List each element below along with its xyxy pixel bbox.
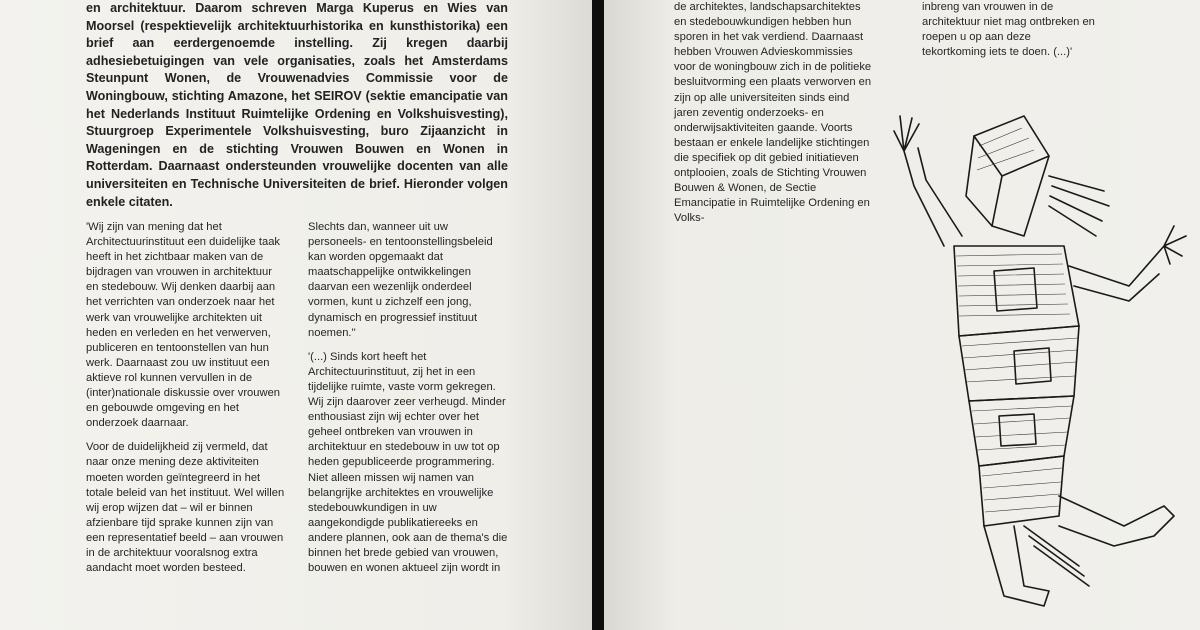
book-gutter	[592, 0, 604, 630]
quote-paragraph: Slechts dan, wanneer uit uw personeels- en tentoonstellingsbeleid kan worden opgemaakt dat maatschappelijke ontwikkelingen daarvan een wezenlijk onderdeel vormen, kunt u zichzelf een jong, dynamisch en progressief instituut noemen.''	[308, 221, 493, 339]
quote-paragraph: 'Wij zijn van mening dat het Architectuurinstituut een duidelijke taak heeft in het zichtbaar maken van de bijdragen van vrouwen in architektuur en stedebouw. Wij denken daarbij aan het verrichten van onderzoek naar het werk van vrouwelijke architekten uit heden en verleden en het verwerven, publiceren en tentoonstellen van hun werk. Daarnaast zou uw instituut een aktieve rol kunnen vervullen in de (inter)nationale diskussie over vrouwen en gebouwde omgeving en het onderzoek daarnaar.	[86, 221, 281, 430]
intro-paragraph	[86, 0, 508, 211]
right-column-1	[674, 0, 874, 226]
right-page	[604, 0, 1200, 630]
dancing-building-figure-illustration	[874, 96, 1190, 616]
quote-paragraph: Voor de duidelijkheid zij vermeld, dat naar onze mening deze aktiviteiten moeten worden geïntegreerd in het totale beleid van het instituut. Wel willen wij erop wijzen dat – wil er binnen afzienbare tijd sprake kunnen zijn van een representatief beeld – aan vrouwen in de architektuur vooralsnog extra aandacht moet worden besteed.	[86, 441, 285, 575]
quote-column-1	[86, 220, 286, 585]
body-text: inbreng van vrouwen in de architektuur niet mag ontbreken en roepen u op aan deze tekortkoming iets te doen. (...)'	[922, 1, 1095, 59]
body-text: de architektes, landschapsarchitektes en stedebouwkundigen hebben hun sporen in het vak verdiend. Daarnaast hebben Vrouwen Advieskommissies voor de woningbouw zich in de politieke besluitvorming een plaats verworven en zijn op alle universiteiten sinds eind jaren zeventig onderzoeks- en onderwijsaktiviteiten gaande. Voorts bestaan er enkele landelijke stichtingen die specifiek op dit gebied initiatieven ontplooien, zoals de Stichting Vrouwen Bouwen & Wonen, de Sectie Emancipatie in Ruimtelijke Ordening en Volks-	[674, 1, 872, 225]
quote-paragraph: '(...) Sinds kort heeft het Architectuurinstituut, zij het in een tijdelijke ruimte, vaste vorm gekregen. Wij zijn daarover zeer verheugd. Minder enthousiast zijn wij echter over het geheel ontbreken van vrouwen in architektuur en stedebouw in uw tot op heden gepubliceerde programmering. Niet alleen missen wij namen van belangrijke architektes en vrouwelijke stedebouwkundigen in uw aangekondigde publikatiereeks en andere plannen, ook aan de thema's die binnen het brede gebied van vrouwen, bouwen en wonen aktueel zijn wordt in	[308, 350, 508, 575]
right-column-2	[922, 0, 1097, 60]
quote-column-2	[308, 220, 508, 585]
intro-text: en architektuur. Daarom schreven Marga Kuperus en Wies van Moorsel (respektievelijk architektuurhistorika en kunsthistorika) een brief aan eerdergenoemde instelling. Zij kregen daarbij adhesiebetuigingen van vele organisaties, zoals het Amsterdams Steunpunt Wonen, de Vrouwenadvies Commissie voor de Woningbouw, stichting Amazone, het SEIROV (sektie emancipatie van het Nederlands Instituut Ruimtelijke Ordening en Volkshuisvesting), Stuurgroep Experimentele Volkshuisvesting, buro Zijaanzicht in Wageningen en de stichting Vrouwen Bouwen en Wonen in Rotterdam. Daarnaast ondersteunden vrouwelijke docenten van alle universiteiten en Technische Universiteiten de brief. Hieronder volgen enkele citaten.	[86, 1, 508, 209]
left-page	[0, 0, 592, 630]
